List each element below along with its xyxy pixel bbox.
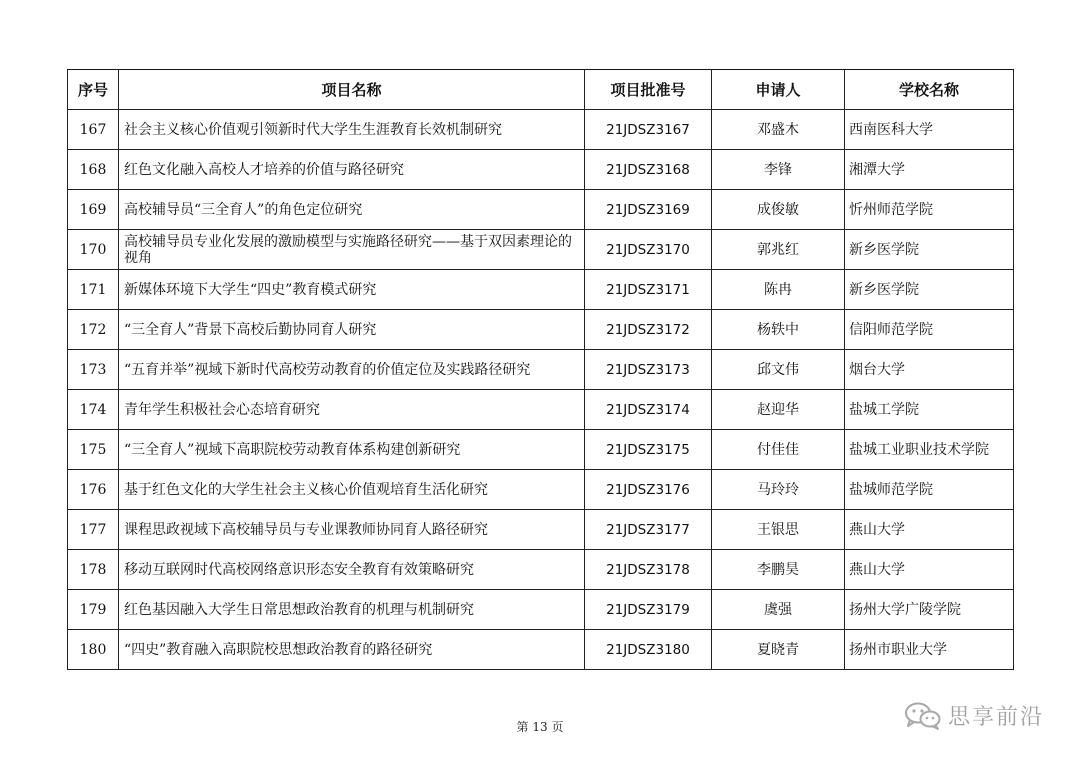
- table-row: [68, 470, 1014, 510]
- school-name: 燕山大学: [845, 510, 1014, 550]
- applicant-name: 邱文伟: [712, 350, 845, 390]
- table-row: [68, 510, 1014, 550]
- header-no: 序号: [68, 70, 119, 110]
- row-number: 170: [68, 230, 119, 270]
- row-number: 173: [68, 350, 119, 390]
- applicant-name: 杨轶中: [712, 310, 845, 350]
- table-row: [68, 190, 1014, 230]
- school-name: 湘潭大学: [845, 150, 1014, 190]
- row-number: 175: [68, 430, 119, 470]
- approval-number: 21JDSZ3176: [585, 470, 712, 510]
- header-school-name: 学校名称: [845, 70, 1014, 110]
- page-number: 第 13 页: [516, 720, 564, 734]
- applicant-name: 邓盛木: [712, 110, 845, 150]
- row-number: 167: [68, 110, 119, 150]
- header-approval-number: 项目批准号: [585, 70, 712, 110]
- row-number: 171: [68, 270, 119, 310]
- table-row: [68, 390, 1014, 430]
- project-name: “五育并举”视域下新时代高校劳动教育的价值定位及实践路径研究: [119, 350, 585, 390]
- applicant-name: 付佳佳: [712, 430, 845, 470]
- school-name: 盐城工业职业技术学院: [845, 430, 1014, 470]
- watermark-text: 思享前沿: [947, 705, 1044, 730]
- approval-number: 21JDSZ3170: [585, 230, 712, 270]
- table-row: [68, 590, 1014, 630]
- applicant-name: 郭兆红: [712, 230, 845, 270]
- project-name: 基于红色文化的大学生社会主义核心价值观培育生活化研究: [119, 470, 585, 510]
- row-number: 177: [68, 510, 119, 550]
- table-body: [68, 110, 1014, 670]
- school-name: 盐城师范学院: [845, 470, 1014, 510]
- project-name: “四史”教育融入高职院校思想政治教育的路径研究: [119, 630, 585, 670]
- header-project-name: 项目名称: [119, 70, 585, 110]
- project-table: [67, 69, 1014, 670]
- table-row: [68, 310, 1014, 350]
- school-name: 扬州大学广陵学院: [845, 590, 1014, 630]
- approval-number: 21JDSZ3180: [585, 630, 712, 670]
- project-name: 青年学生积极社会心态培育研究: [119, 390, 585, 430]
- school-name: 信阳师范学院: [845, 310, 1014, 350]
- approval-number: 21JDSZ3179: [585, 590, 712, 630]
- row-number: 180: [68, 630, 119, 670]
- school-name: 燕山大学: [845, 550, 1014, 590]
- approval-number: 21JDSZ3174: [585, 390, 712, 430]
- project-name: 红色文化融入高校人才培养的价值与路径研究: [119, 150, 585, 190]
- table-row: [68, 110, 1014, 150]
- table-header-row: [68, 70, 1014, 110]
- row-number: 179: [68, 590, 119, 630]
- project-name: “三全育人”视域下高职院校劳动教育体系构建创新研究: [119, 430, 585, 470]
- approval-number: 21JDSZ3167: [585, 110, 712, 150]
- project-name: 红色基因融入大学生日常思想政治教育的机理与机制研究: [119, 590, 585, 630]
- approval-number: 21JDSZ3168: [585, 150, 712, 190]
- row-number: 176: [68, 470, 119, 510]
- table-row: [68, 550, 1014, 590]
- applicant-name: 成俊敏: [712, 190, 845, 230]
- project-name: 新媒体环境下大学生“四史”教育模式研究: [119, 270, 585, 310]
- table-row: [68, 230, 1014, 270]
- approval-number: 21JDSZ3177: [585, 510, 712, 550]
- project-name: 社会主义核心价值观引领新时代大学生生涯教育长效机制研究: [119, 110, 585, 150]
- approval-number: 21JDSZ3169: [585, 190, 712, 230]
- row-number: 168: [68, 150, 119, 190]
- school-name: 西南医科大学: [845, 110, 1014, 150]
- project-name: 高校辅导员“三全育人”的角色定位研究: [119, 190, 585, 230]
- applicant-name: 夏晓青: [712, 630, 845, 670]
- row-number: 178: [68, 550, 119, 590]
- row-number: 169: [68, 190, 119, 230]
- project-name: 高校辅导员专业化发展的激励模型与实施路径研究——基于双因素理论的视角: [119, 230, 585, 270]
- table-row: [68, 630, 1014, 670]
- table-row: [68, 150, 1014, 190]
- school-name: 新乡医学院: [845, 230, 1014, 270]
- wechat-icon: [904, 701, 942, 731]
- table-row: [68, 270, 1014, 310]
- approval-number: 21JDSZ3173: [585, 350, 712, 390]
- project-name: “三全育人”背景下高校后勤协同育人研究: [119, 310, 585, 350]
- row-number: 174: [68, 390, 119, 430]
- project-name: 移动互联网时代高校网络意识形态安全教育有效策略研究: [119, 550, 585, 590]
- school-name: 新乡医学院: [845, 270, 1014, 310]
- school-name: 扬州市职业大学: [845, 630, 1014, 670]
- approval-number: 21JDSZ3172: [585, 310, 712, 350]
- applicant-name: 李鹏昊: [712, 550, 845, 590]
- watermark: [904, 700, 1044, 731]
- approval-number: 21JDSZ3171: [585, 270, 712, 310]
- row-number: 172: [68, 310, 119, 350]
- applicant-name: 王银思: [712, 510, 845, 550]
- applicant-name: 赵迎华: [712, 390, 845, 430]
- table-row: [68, 430, 1014, 470]
- school-name: 烟台大学: [845, 350, 1014, 390]
- header-applicant: 申请人: [712, 70, 845, 110]
- approval-number: 21JDSZ3178: [585, 550, 712, 590]
- table-row: [68, 350, 1014, 390]
- school-name: 盐城工学院: [845, 390, 1014, 430]
- applicant-name: 李锋: [712, 150, 845, 190]
- project-name: 课程思政视域下高校辅导员与专业课教师协同育人路径研究: [119, 510, 585, 550]
- applicant-name: 马玲玲: [712, 470, 845, 510]
- school-name: 忻州师范学院: [845, 190, 1014, 230]
- applicant-name: 虞强: [712, 590, 845, 630]
- applicant-name: 陈冉: [712, 270, 845, 310]
- approval-number: 21JDSZ3175: [585, 430, 712, 470]
